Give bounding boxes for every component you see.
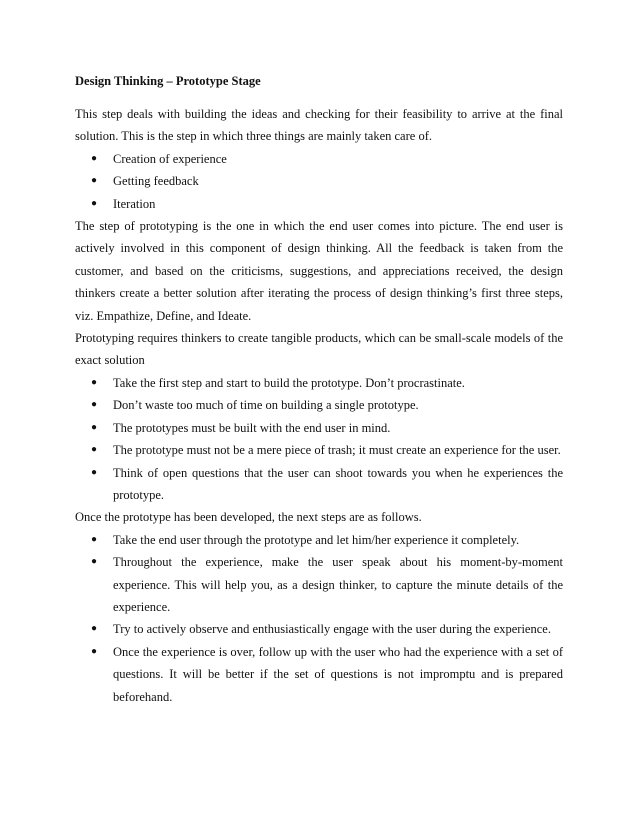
bullet-icon: ● [91, 533, 98, 545]
list-item-text: Once the experience is over, follow up with the user who had the experience with a set of questions. It will be better if the set of questions is not impromptu and is prepared beforehand. [113, 644, 563, 704]
list-item [75, 551, 563, 618]
list-item-text: Throughout the experience, make the user speak about his moment-by-moment experience. This will help you, as a design thinker, to capture the minute details of the experience. [113, 555, 563, 614]
bullet-icon: ● [91, 175, 98, 187]
list-item [75, 193, 563, 215]
list-item-text: Try to actively observe and enthusiastically engage with the user during the experience. [113, 622, 551, 637]
bullet-icon: ● [91, 399, 98, 411]
body-paragraph: Prototyping requires thinkers to create tangible products, which can be small-scale models of the exact solution [75, 331, 563, 368]
bullet-icon: ● [91, 444, 98, 456]
bullet-icon: ● [91, 645, 98, 657]
bullet-icon: ● [91, 197, 98, 209]
bullet-list-1 [75, 148, 563, 215]
intro-paragraph: This step deals with building the ideas and checking for their feasibility to arrive at the final solution. This is the step in which three things are mainly taken care of. [75, 107, 563, 144]
bullet-list-2 [75, 372, 563, 506]
bullet-list-3 [75, 529, 563, 708]
bullet-icon: ● [91, 466, 98, 478]
list-item [75, 170, 563, 192]
list-item [75, 148, 563, 170]
list-item-text: The prototypes must be built with the end user in mind. [113, 420, 391, 435]
page-title: Design Thinking – Prototype Stage [75, 74, 261, 88]
bullet-icon: ● [91, 152, 98, 164]
body-paragraph: The step of prototyping is the one in which the end user comes into picture. The end user is actively involved in this component of design thinking. All the feedback is taken from the customer, and based on the criticisms, suggestions, and appreciations received, the design thinkers create a better solution after iterating the process of design thinking’s first three steps, viz. Empathize, Define, and Ideate. [75, 219, 563, 323]
list-item [75, 417, 563, 439]
list-item [75, 529, 563, 551]
bullet-icon: ● [91, 376, 98, 388]
bullet-icon: ● [91, 623, 98, 635]
body-paragraph: Once the prototype has been developed, the next steps are as follows. [75, 510, 422, 525]
list-item-text: Iteration [113, 196, 156, 211]
list-item-text: Take the first step and start to build the prototype. Don’t procrastinate. [113, 375, 465, 390]
bullet-icon: ● [91, 421, 98, 433]
list-item-text: Take the end user through the prototype and let him/her experience it completely. [113, 532, 520, 547]
document-page [75, 70, 563, 708]
list-item-text: Don’t waste too much of time on building a single prototype. [113, 398, 419, 413]
list-item [75, 618, 563, 640]
list-item [75, 372, 563, 394]
list-item-text: Getting feedback [113, 174, 199, 189]
list-item-text: Think of open questions that the user can shoot towards you when he experiences the prototype. [113, 465, 563, 502]
list-item [75, 462, 563, 507]
list-item-text: The prototype must not be a mere piece of trash; it must create an experience for the user. [113, 443, 561, 458]
bullet-icon: ● [91, 556, 98, 568]
list-item-text: Creation of experience [113, 151, 227, 166]
list-item [75, 394, 563, 416]
list-item [75, 641, 563, 708]
list-item [75, 439, 563, 461]
